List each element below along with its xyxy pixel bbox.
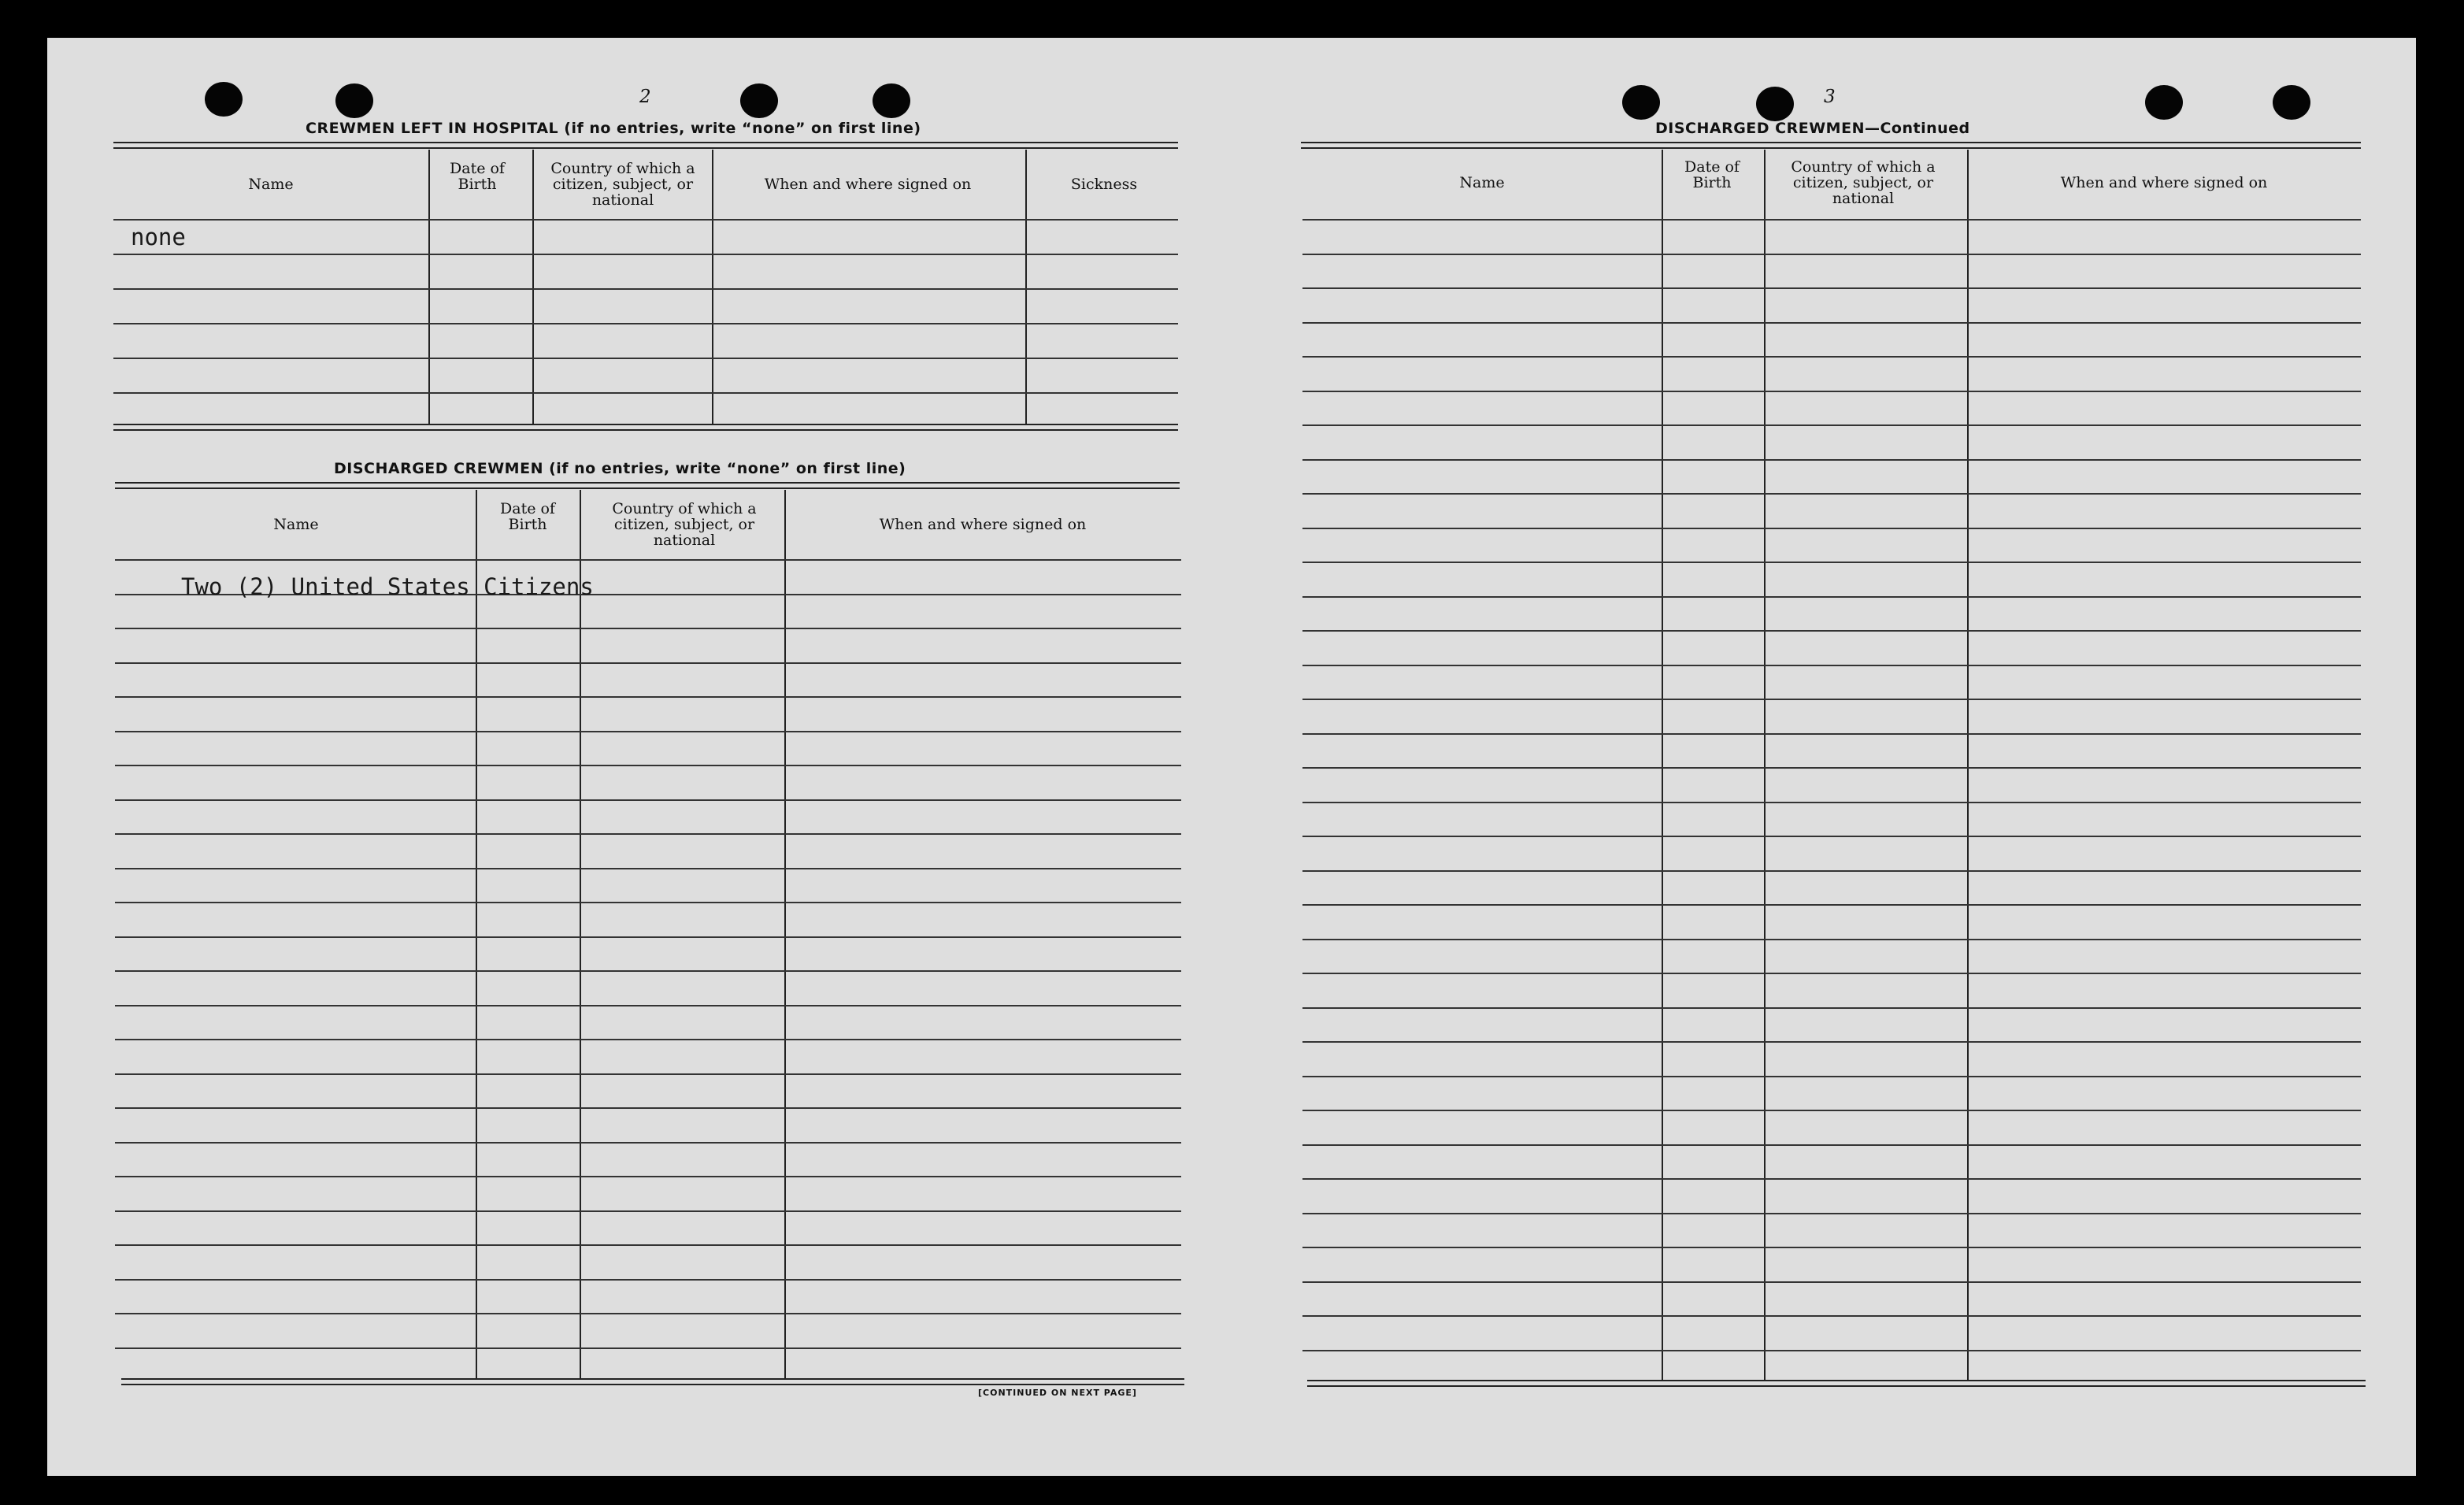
table-row-line xyxy=(115,868,1181,869)
punch-hole xyxy=(2273,85,2310,120)
hospital-entry: none xyxy=(131,224,186,250)
discharged-header-rule xyxy=(115,482,1180,489)
hospital-divider xyxy=(532,150,534,425)
hospital-row-line xyxy=(113,254,1178,255)
table-row-line xyxy=(115,765,1181,766)
hospital-col-country: Country of which a citizen, subject, or national xyxy=(550,160,695,209)
table-row-line xyxy=(1302,356,2361,358)
table-row-line xyxy=(1302,1247,2361,1248)
table-row-line xyxy=(1302,1315,2361,1317)
table-row-line xyxy=(1302,1007,2361,1009)
table-row-line xyxy=(1302,219,2361,221)
table-row-line xyxy=(1302,767,2361,769)
table-row-line xyxy=(1302,459,2361,461)
discharged-col-dob: Date of Birth xyxy=(500,500,555,533)
table-row-line xyxy=(115,1073,1181,1075)
hospital-col-signed-on: When and where signed on xyxy=(764,176,972,193)
table-row-line xyxy=(1302,1213,2361,1214)
table-row-line xyxy=(115,1347,1181,1349)
table-row-line xyxy=(1302,596,2361,598)
table-row-line xyxy=(115,1176,1181,1177)
punch-hole xyxy=(740,83,778,118)
right-bottom-rule xyxy=(1307,1380,2366,1387)
right-col-dob: Date of Birth xyxy=(1684,158,1740,191)
hospital-row-line xyxy=(113,392,1178,394)
table-row-line xyxy=(115,799,1181,801)
table-row-line xyxy=(1302,939,2361,940)
hospital-bottom-rule xyxy=(113,424,1178,431)
discharged-section-title: DISCHARGED CREWMEN (if no entries, write “none” on first line) xyxy=(334,460,906,477)
hospital-col-name: Name xyxy=(248,176,294,193)
hospital-section-title: CREWMEN LEFT IN HOSPITAL (if no entries, write “none” on first line) xyxy=(306,120,921,137)
table-row-line xyxy=(115,559,1181,561)
hospital-col-dob: Date of Birth xyxy=(450,160,505,193)
discharged-continued-title: DISCHARGED CREWMEN—Continued xyxy=(1655,120,1970,137)
discharged-col-signed-on: When and where signed on xyxy=(879,516,1087,533)
table-row-line xyxy=(115,1279,1181,1281)
continued-note: [CONTINUED ON NEXT PAGE] xyxy=(978,1388,1137,1398)
table-row-line xyxy=(1302,562,2361,563)
page-number-left: 2 xyxy=(639,87,651,107)
table-row-line xyxy=(115,731,1181,732)
discharged-col-name: Name xyxy=(273,516,319,533)
table-row-line xyxy=(115,1107,1181,1109)
discharged-col-country: Country of which a citizen, subject, or national xyxy=(612,500,757,549)
table-row-line xyxy=(1302,733,2361,735)
table-row-line xyxy=(115,833,1181,835)
table-row-line xyxy=(1302,904,2361,906)
table-row-line xyxy=(115,628,1181,629)
table-row-line xyxy=(1302,1110,2361,1111)
table-row-line xyxy=(1302,1178,2361,1180)
table-row-line xyxy=(1302,870,2361,872)
table-row-line xyxy=(1302,424,2361,426)
table-row-line xyxy=(115,970,1181,972)
table-row-line xyxy=(115,1039,1181,1040)
right-header-rule xyxy=(1301,142,2361,149)
table-row-line xyxy=(115,936,1181,938)
table-row-line xyxy=(1302,322,2361,324)
table-row-line xyxy=(1302,802,2361,803)
table-row-line xyxy=(1302,1350,2361,1351)
right-divider xyxy=(1764,150,1766,1380)
right-col-country: Country of which a citizen, subject, or national xyxy=(1791,158,1936,207)
table-row-line xyxy=(1302,973,2361,974)
table-row-line xyxy=(115,1142,1181,1144)
table-row-line xyxy=(115,902,1181,903)
table-row-line xyxy=(1302,1076,2361,1077)
table-row-line xyxy=(1302,528,2361,529)
right-col-name: Name xyxy=(1459,174,1505,191)
hospital-divider xyxy=(712,150,713,425)
discharged-entry: Two (2) United States Citizens xyxy=(181,573,594,600)
table-row-line xyxy=(115,1244,1181,1246)
table-row-line xyxy=(1302,665,2361,666)
punch-hole xyxy=(205,82,243,117)
discharged-bottom-rule xyxy=(121,1378,1184,1385)
hospital-row-line xyxy=(113,288,1178,290)
hospital-row-line xyxy=(113,219,1178,221)
hospital-header-rule xyxy=(113,142,1178,149)
punch-hole xyxy=(2145,85,2183,120)
punch-hole xyxy=(335,83,373,118)
table-row-line xyxy=(1302,699,2361,700)
table-row-line xyxy=(115,1005,1181,1006)
hospital-col-sickness: Sickness xyxy=(1070,176,1138,193)
table-row-line xyxy=(1302,630,2361,632)
page-number-right: 3 xyxy=(1824,87,1836,107)
table-row-line xyxy=(1302,254,2361,255)
table-row-line xyxy=(1302,1281,2361,1283)
punch-hole xyxy=(1756,87,1794,121)
table-row-line xyxy=(1302,1041,2361,1043)
table-row-line xyxy=(1302,836,2361,837)
hospital-row-line xyxy=(113,323,1178,324)
right-divider xyxy=(1967,150,1969,1380)
table-row-line xyxy=(115,696,1181,698)
punch-hole xyxy=(873,83,910,118)
right-divider xyxy=(1662,150,1663,1380)
hospital-divider xyxy=(428,150,430,425)
table-row-line xyxy=(115,662,1181,664)
table-row-line xyxy=(1302,1144,2361,1146)
hospital-divider xyxy=(1025,150,1027,425)
table-row-line xyxy=(1302,493,2361,495)
hospital-row-line xyxy=(113,358,1178,359)
table-row-line xyxy=(115,1313,1181,1314)
right-col-signed-on: When and where signed on xyxy=(2060,174,2268,191)
table-row-line xyxy=(1302,391,2361,392)
table-row-line xyxy=(1302,287,2361,289)
table-row-line xyxy=(115,1210,1181,1212)
punch-hole xyxy=(1622,85,1660,120)
